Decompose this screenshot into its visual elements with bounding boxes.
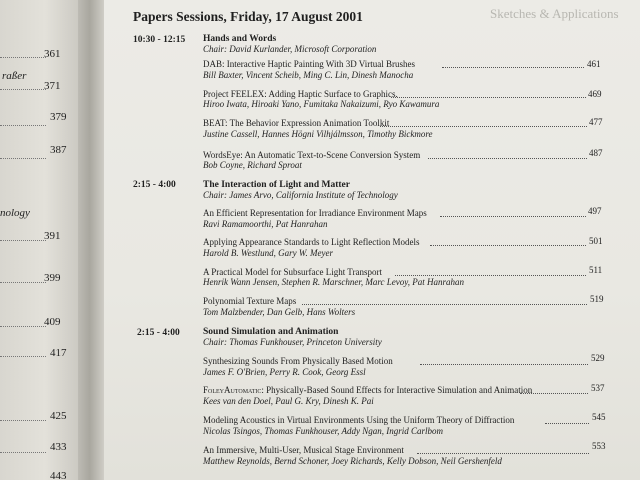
paper-title — [203, 385, 532, 395]
paper-authors: Harold B. Westlund, Gary W. Meyer — [203, 248, 333, 258]
dot-leader — [420, 364, 588, 365]
left-page-number: 433 — [50, 441, 67, 453]
paper-page-number: 537 — [591, 383, 605, 393]
paper-page-number: 497 — [588, 206, 602, 216]
dot-leader — [0, 89, 46, 90]
paper-title: BEAT: The Behavior Expression Animation Toolkit — [203, 118, 390, 128]
left-page-number: 391 — [44, 230, 61, 242]
session-chair: Chair: Thomas Funkhouser, Princeton University — [203, 337, 382, 347]
paper-authors: Hiroo Iwata, Hiroaki Yano, Fumitaka Nakaizumi, Ryo Kawamura — [203, 99, 440, 109]
paper-title: Modeling Acoustics in Virtual Environments Using the Uniform Theory of Diffraction — [203, 415, 515, 425]
dot-leader — [430, 245, 586, 246]
dot-leader — [0, 356, 46, 357]
session-chair: Chair: David Kurlander, Microsoft Corporation — [203, 44, 377, 54]
paper-title: Applying Appearance Standards to Light Reflection Models — [203, 237, 420, 247]
left-page-number: 387 — [50, 144, 67, 156]
dot-leader — [391, 97, 586, 98]
paper-title: Project FEELEX: Adding Haptic Surface to Graphics. — [203, 89, 398, 99]
paper-authors: Ravi Ramamoorthi, Pat Hanrahan — [203, 219, 328, 229]
foley-automatic-name: FoleyAutomatic — [203, 385, 262, 395]
paper-authors: Tom Malzbender, Dan Gelb, Hans Wolters — [203, 307, 356, 317]
paper-authors: Justine Cassell, Hannes Högni Vilhjálmsson, Timothy Bickmore — [203, 129, 433, 139]
paper-authors: Henrik Wann Jensen, Stephen R. Marschner, Marc Levoy, Pat Hanrahan — [203, 277, 465, 287]
dot-leader — [0, 420, 46, 421]
paper-title: Polynomial Texture Maps — [203, 296, 297, 306]
paper-page-number: 469 — [588, 89, 602, 99]
dot-leader — [302, 304, 587, 305]
dot-leader — [0, 240, 46, 241]
left-page-number: 417 — [50, 347, 67, 359]
paper-title: Synthesizing Sounds From Physically Based Motion — [203, 356, 393, 366]
paper-authors: Bob Coyne, Richard Sproat — [203, 160, 302, 170]
paper-page-number: 477 — [589, 117, 603, 127]
faint-bleed-through-header: Sketches & Applications — [490, 6, 619, 21]
left-page-number: 379 — [50, 111, 67, 123]
left-page-number: 425 — [50, 410, 67, 422]
session-title: Sound Simulation and Animation — [203, 327, 339, 337]
paper-authors: James F. O'Brien, Perry R. Cook, Georg Essl — [203, 367, 366, 377]
dot-leader — [395, 275, 586, 276]
session-time: 10:30 - 12:15 — [133, 35, 186, 45]
paper-title: A Practical Model for Subsurface Light Transport — [203, 267, 382, 277]
paper-page-number: 519 — [590, 294, 604, 304]
session-chair: Chair: James Arvo, California Institute of Technology — [203, 190, 398, 200]
paper-page-number: 529 — [591, 353, 605, 363]
dot-leader — [417, 453, 589, 454]
dot-leader — [0, 158, 46, 159]
left-page — [0, 0, 82, 480]
paper-authors: Bill Baxter, Vincent Scheib, Ming C. Lin, Dinesh Manocha — [203, 70, 414, 80]
dot-leader — [0, 125, 46, 126]
dot-leader — [442, 67, 584, 68]
paper-title: An Efficient Representation for Irradiance Environment Maps — [203, 208, 427, 218]
paper-page-number: 553 — [592, 441, 606, 451]
dot-leader — [0, 452, 46, 453]
left-page-number: 399 — [44, 272, 61, 284]
paper-title: An Immersive, Multi-User, Musical Stage Environment — [203, 445, 404, 455]
paper-title: DAB: Interactive Haptic Painting With 3D Virtual Brushes — [203, 59, 415, 69]
page-title: Papers Sessions, Friday, 17 August 2001 — [133, 9, 363, 24]
paper-page-number: 501 — [589, 236, 603, 246]
session-title: The Interaction of Light and Matter — [203, 180, 350, 190]
dot-leader — [428, 158, 587, 159]
paper-authors: Nicolas Tsingos, Thomas Funkhouser, Addy Ngan, Ingrid Carlbom — [203, 426, 444, 436]
left-text-fragment: nology — [0, 207, 30, 219]
dot-leader — [380, 126, 587, 127]
paper-page-number: 487 — [589, 148, 603, 158]
dot-leader — [0, 57, 46, 58]
paper-title: WordsEye: An Automatic Text-to-Scene Conversion System — [203, 150, 421, 160]
paper-authors: Kees van den Doel, Paul G. Kry, Dinesh K. Pai — [203, 396, 374, 406]
dot-leader — [520, 393, 588, 394]
session-title: Hands and Words — [203, 34, 277, 44]
dot-leader — [0, 282, 46, 283]
paper-page-number: 461 — [587, 59, 601, 69]
left-page-number: 361 — [44, 48, 61, 60]
session-time: 2:15 - 4:00 — [133, 180, 176, 190]
session-time: 2:15 - 4:00 — [137, 328, 180, 338]
left-page-number: 409 — [44, 316, 61, 328]
dot-leader — [0, 326, 46, 327]
dot-leader — [440, 216, 586, 217]
left-text-fragment: raßer — [2, 70, 27, 82]
left-page-number: 443 — [50, 470, 67, 480]
paper-title-rest: : Physically-Based Sound Effects for Interactive Simulation and Animation — [261, 385, 533, 395]
book-gutter — [78, 0, 104, 480]
paper-page-number: 511 — [589, 265, 603, 275]
left-page-number: 371 — [44, 80, 61, 92]
paper-authors: Matthew Reynolds, Bernd Schoner, Joey Richards, Kelly Dobson, Neil Gershenfeld — [203, 456, 502, 466]
paper-page-number: 545 — [592, 412, 606, 422]
dot-leader — [545, 423, 589, 424]
